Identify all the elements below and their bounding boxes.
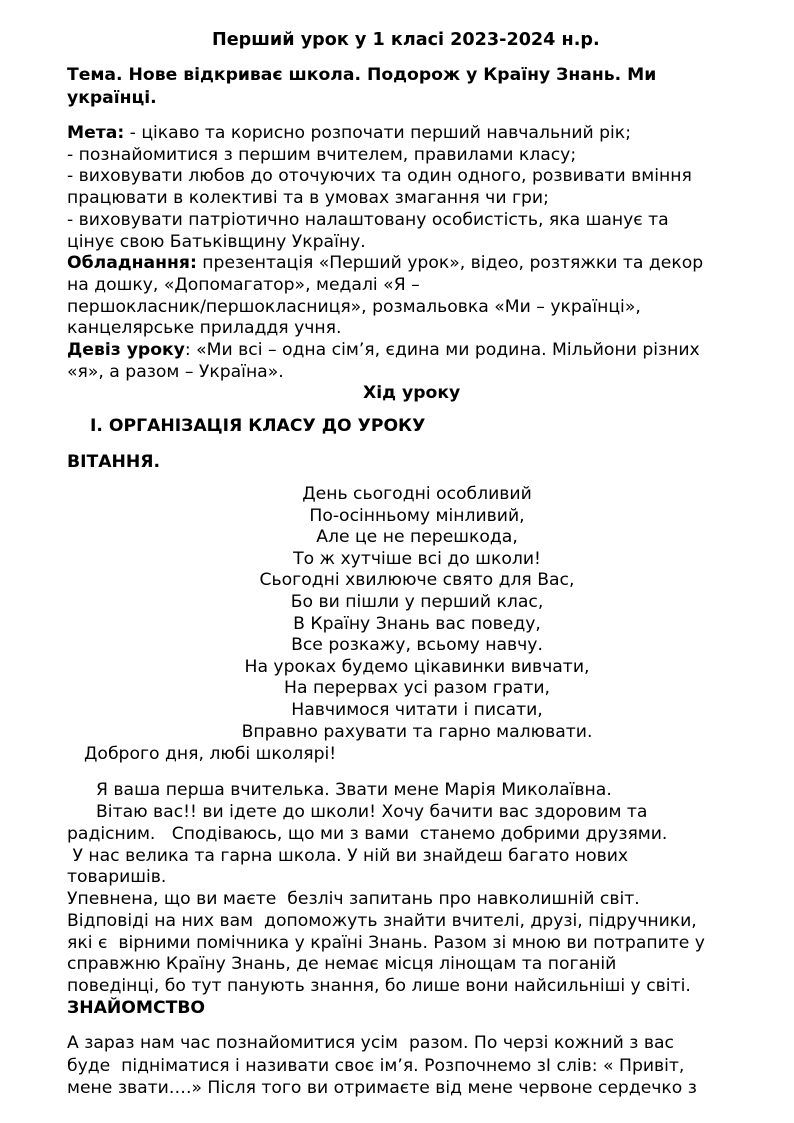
section-1-heading: І. ОРГАНІЗАЦІЯ КЛАСУ ДО УРОКУ [90,416,426,436]
motto-line-2: «я», а разом – Україна». [67,362,284,382]
motto-text-1: : «Ми всі – одна сім’я, єдина ми родина. Мільйони різних [184,340,700,360]
teacher-paragraph-line: поведінці, бо тут панують знання, бо лише вони найсильніші у світі. [67,976,691,996]
teacher-paragraph-line: товаришів. [67,867,167,887]
poem-line: Сьогодні хвилююче свято для Вас, [259,570,575,591]
poem-line: На перервах усі разом грати, [284,678,550,699]
teacher-paragraph-line: радісним. Сподіваюсь, що ми з вами станемо добрими друзями. [67,824,668,844]
equipment-line-2: на дошку, «Допомагатор», медалі «Я – [67,275,420,295]
poem-line: Вправно рахувати та гарно малювати. [241,721,593,742]
goal-line-3: - виховувати любов до оточуючих та один одного, розвивати вміння [67,166,692,186]
teacher-paragraph-line: Упевнена, що ви маєте безліч запитань про навколишній світ. [67,889,640,909]
acquaintance-heading: ЗНАЙОМСТВО [67,998,206,1018]
equipment-text-1: презентація «Перший урок», відео, розтяжки та декор [196,253,704,273]
teacher-paragraph-line: справжню Країну Знань, де немає місця лінощам та поганій [67,954,617,974]
goal-line-5: - виховувати патріотично налаштовану особистість, яка шанує та [67,210,669,230]
poem-line: Бо ви пішли у перший клас, [290,591,544,612]
lesson-progress-heading: Хід уроку [363,383,461,403]
poem-line: По-осінньому мінливий, [309,505,525,526]
theme-line-2: українці. [67,88,157,108]
poem-line: Але це не перешкода, [316,527,518,548]
greeting-heading: ВІТАННЯ. [67,452,161,472]
poem [0,484,794,743]
poem-line: Навчимося читати і писати, [291,699,543,720]
goal-line-4: працювати в колективі та в умовах змагання чи гри; [67,188,549,208]
teacher-paragraph-line: Я ваша перша вчителька. Звати мене Марія Миколаївна. [96,780,612,800]
goal-line-1 [67,123,631,145]
poem-line: День сьогодні особливий [302,484,532,504]
poem-last-line: Доброго дня, любі школярі! [84,744,337,764]
teacher-paragraph-line: які є вірними помічника у країні Знань. Разом зі мною ви потрапите у [67,933,705,953]
poem-line: На уроках будемо цікавинки вивчати, [244,656,590,677]
poem-line: Все розкажу, всьому навчу. [291,635,543,656]
poem-line: В Країну Знань вас поведу, [293,613,541,634]
page-title: Перший урок у 1 класі 2023-2024 н.р. [212,30,600,50]
goal-line-6: цінує свою Батьківщину Україну. [67,232,366,252]
goal-label: Мета: [67,123,125,143]
motto-label: Девіз уроку [67,340,185,360]
teacher-paragraph-line: У нас велика та гарна школа. У ній ви знайдеш багато нових [67,846,629,866]
equipment-line-1 [67,253,703,275]
motto-line-1 [67,340,700,362]
poem-line: То ж хутчіше всі до школи! [293,548,541,569]
teacher-paragraph-line: Вітаю вас!! ви ідете до школи! Хочу бачити вас здоровим та [96,802,648,822]
goal-line-2: - познайомитися з першим вчителем, правилами класу; [67,145,577,165]
acquaintance-line: А зараз нам час познайомитися усім разом. По черзі кожний з вас [67,1033,674,1053]
equipment-line-3: першокласник/першокласниця», розмальовка «Ми – українці», [67,297,641,317]
acquaintance-line: буде підніматися і називати своє ім’я. Розпочнемо зІ слів: « Привіт, [67,1056,685,1076]
goal-text-1: - цікаво та корисно розпочати перший навчальний рік; [124,123,631,143]
equipment-line-4: канцелярське приладдя учня. [67,318,342,338]
theme-line-1: Тема. Нове відкриває школа. Подорож у Країну Знань. Ми [67,65,657,85]
teacher-paragraph-line: Відповіді на них вам допоможуть знайти вчителі, друзі, підручники, [67,911,697,931]
equipment-label: Обладнання: [67,253,197,273]
acquaintance-line: мене звати….» Після того ви отримаєте від мене червоне сердечко з [67,1078,697,1098]
